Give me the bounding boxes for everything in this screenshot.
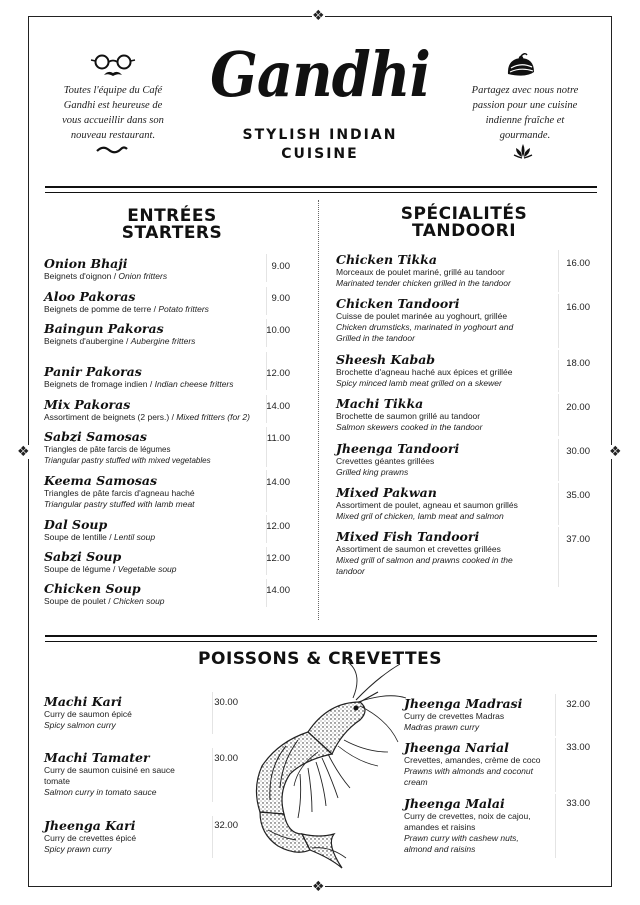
item-name: Mixed Fish Tandoori — [336, 529, 480, 544]
item-name: Chicken Soup — [44, 581, 141, 596]
item-description: Curry de saumon épicé — [44, 709, 132, 719]
menu-item — [336, 396, 558, 433]
item-description: Assortiment de poulet, agneau et saumon grillés — [336, 500, 518, 510]
item-price: 9.00 — [271, 261, 290, 272]
item-name: Keema Samosas — [44, 473, 158, 488]
price-cell-divider — [558, 350, 559, 392]
item-description-en: Grilled in the tandoor — [336, 333, 415, 343]
price-cell-divider — [558, 250, 559, 292]
item-name: Jheenga Kari — [44, 818, 136, 833]
item-name: Machi Tamater — [44, 750, 150, 765]
item-price: 35.00 — [566, 490, 590, 501]
item-description: Morceaux de poulet mariné, grillé au tandoor — [336, 267, 505, 277]
tandoori-title: SPÉCIALITÉS TANDOORI — [400, 204, 528, 241]
item-description-en: Spicy salmon curry — [44, 720, 116, 730]
menu-item — [44, 694, 214, 731]
item-description: Beignets d'aubergine / Aubergine fritters — [44, 336, 196, 346]
item-name: Mixed Pakwan — [336, 485, 437, 500]
seafood-title: POISSONS & CREVETTES — [198, 649, 442, 669]
item-description: Soupe de légume / Vegetable soup — [44, 564, 177, 574]
item-description-en: cream — [404, 777, 428, 787]
item-description: Curry de crevettes Madras — [404, 711, 505, 721]
menu-item — [44, 818, 214, 855]
item-description-en: Madras prawn curry — [404, 722, 480, 732]
item-name: Mix Pakoras — [44, 397, 131, 412]
menu-item — [336, 485, 558, 522]
item-description-en: Spicy prawn curry — [44, 844, 112, 854]
glasses-mustache-icon — [90, 54, 136, 80]
menu-item — [44, 397, 268, 423]
item-price: 30.00 — [214, 697, 238, 708]
item-name: Aloo Pakoras — [44, 289, 136, 304]
item-description: Beignets de fromage indien / Indian cheese fritters — [44, 379, 234, 389]
item-description: Triangles de pâte farcis d'agneau haché — [44, 488, 195, 498]
item-description: Curry de saumon cuisiné en sauce — [44, 765, 175, 775]
item-description-en: Chicken drumsticks, marinated in yoghourt and — [336, 322, 514, 332]
intro-text-right: Partagez avec nous notre passion pour une cuisine indienne fraîche et gourmande. — [471, 85, 579, 141]
item-price: 32.00 — [214, 820, 238, 831]
item-description: Soupe de poulet / Chicken soup — [44, 596, 165, 606]
item-description-en: Triangular pastry stuffed with mixed vegetables — [44, 456, 211, 465]
menu-item — [44, 549, 268, 575]
item-name: Jheenga Narial — [404, 740, 509, 755]
swirl-ornament-icon — [95, 145, 129, 155]
item-price: 18.00 — [566, 358, 590, 369]
menu-item — [44, 517, 268, 543]
menu-item — [44, 473, 268, 510]
menu-item — [404, 796, 556, 855]
item-description-en: Marinated tender chicken grilled in the tandoor — [336, 278, 511, 288]
item-name: Jheenga Tandoori — [336, 441, 460, 456]
fleuron-ornament-icon: ❖ — [17, 444, 30, 460]
item-description: Curry de crevettes épicé — [44, 833, 137, 843]
item-description: Crevettes géantes grillées — [336, 456, 435, 466]
item-name: Baingun Pakoras — [44, 321, 164, 336]
menu-item — [44, 750, 214, 798]
item-description-en: tandoor — [336, 566, 365, 576]
item-price: 33.00 — [566, 742, 590, 753]
item-description-en: Grilled king prawns — [336, 467, 409, 477]
item-description-en: Prawn curry with cashew nuts, — [404, 833, 519, 843]
menu-item — [44, 364, 268, 390]
menu-item — [336, 529, 558, 577]
menu-item — [404, 740, 556, 788]
item-price: 32.00 — [566, 699, 590, 710]
shrimp-illustration — [238, 662, 408, 874]
item-name: Machi Kari — [44, 694, 123, 709]
item-price: 9.00 — [271, 293, 290, 304]
menu-item — [44, 256, 268, 282]
section-divider — [45, 635, 597, 637]
restaurant-logo: Gandhi — [210, 38, 430, 111]
item-description-en: Mixed grill of salmon and prawns cooked in the — [336, 555, 513, 565]
menu-item — [404, 696, 556, 733]
item-name: Sabzi Samosas — [44, 429, 147, 444]
item-description-en: Salmon curry in tomato sauce — [44, 787, 157, 797]
item-description: Brochette de saumon grillé au tandoor — [336, 411, 481, 421]
menu-item — [336, 441, 558, 478]
menu-item — [44, 429, 268, 466]
item-price: 16.00 — [566, 258, 590, 269]
menu-item — [44, 321, 268, 347]
menu-item — [44, 581, 268, 607]
item-description: Assortiment de saumon et crevettes grillées — [336, 544, 501, 554]
menu-item — [336, 252, 558, 289]
price-cell-divider — [558, 394, 559, 436]
restaurant-tagline: STYLISH INDIAN CUISINE — [242, 127, 398, 162]
item-description-en: Triangular pastry stuffed with lamb meat — [44, 499, 195, 509]
item-name: Dal Soup — [44, 517, 108, 532]
menu-item — [44, 289, 268, 315]
item-name: Onion Bhaji — [44, 256, 128, 271]
item-price: 10.00 — [266, 325, 290, 336]
turban-icon — [504, 52, 538, 80]
item-description: tomate — [44, 776, 70, 786]
fleuron-ornament-icon: ❖ — [312, 8, 325, 24]
item-description: Cuisse de poulet marinée au yoghourt, grillée — [336, 311, 508, 321]
item-name: Jheenga Madrasi — [404, 696, 523, 711]
item-description: Triangles de pâte farcis de légumes — [44, 445, 171, 454]
item-name: Jheenga Malai — [404, 796, 505, 811]
item-name: Machi Tikka — [336, 396, 424, 411]
item-price: 14.00 — [266, 585, 290, 596]
menu-item — [336, 296, 558, 344]
item-description: Soupe de lentille / Lentil soup — [44, 532, 156, 542]
item-description: Beignets de pomme de terre / Potato fritters — [44, 304, 209, 314]
item-description: Beignets d'oignon / Onion fritters — [44, 271, 168, 281]
item-price: 16.00 — [566, 302, 590, 313]
section-divider — [45, 192, 597, 193]
item-description-en: Salmon skewers cooked in the tandoor — [336, 422, 483, 432]
item-price: 30.00 — [214, 753, 238, 764]
item-price: 37.00 — [566, 534, 590, 545]
item-price: 11.00 — [266, 433, 290, 444]
item-price: 12.00 — [266, 553, 290, 564]
item-description: Crevettes, amandes, crème de coco — [404, 755, 541, 765]
item-description-en: Prawns with almonds and coconut — [404, 766, 533, 776]
item-description: Brochette d'agneau haché aux épices et grillée — [336, 367, 513, 377]
item-name: Chicken Tandoori — [336, 296, 460, 311]
item-name: Chicken Tikka — [336, 252, 437, 267]
column-divider — [318, 200, 319, 620]
intro-text-left: Toutes l'équipe du Café Gandhi est heureuse de vous accueillir dans son nouveau restaurant. — [62, 85, 164, 141]
item-description-en: Spicy minced lamb meat grilled on a skewer — [336, 378, 502, 388]
section-divider — [45, 641, 597, 642]
section-divider — [45, 186, 597, 188]
menu-item — [336, 352, 558, 389]
item-name: Sabzi Soup — [44, 549, 122, 564]
item-description-en: Mixed gril of chicken, lamb meat and salmon — [336, 511, 504, 521]
fleuron-ornament-icon: ❖ — [312, 879, 325, 895]
item-description-en: almond and raisins — [404, 844, 476, 854]
item-description: Assortiment de beignets (2 pers.) / Mixed fritters (for 2) — [44, 412, 250, 422]
item-price: 12.00 — [266, 521, 290, 532]
item-name: Sheesh Kabab — [336, 352, 436, 367]
fleuron-ornament-icon: ❖ — [609, 444, 622, 460]
item-price: 20.00 — [566, 402, 590, 413]
item-price: 12.00 — [266, 368, 290, 379]
item-name: Panir Pakoras — [44, 364, 142, 379]
item-price: 14.00 — [266, 401, 290, 412]
item-description: amandes et raisins — [404, 822, 476, 832]
starters-title: ENTRÉES STARTERS — [121, 206, 223, 243]
item-price: 33.00 — [566, 798, 590, 809]
item-price: 14.00 — [266, 477, 290, 488]
item-description: Curry de crevettes, noix de cajou, — [404, 811, 531, 821]
lotus-icon — [513, 143, 533, 159]
item-price: 30.00 — [566, 446, 590, 457]
